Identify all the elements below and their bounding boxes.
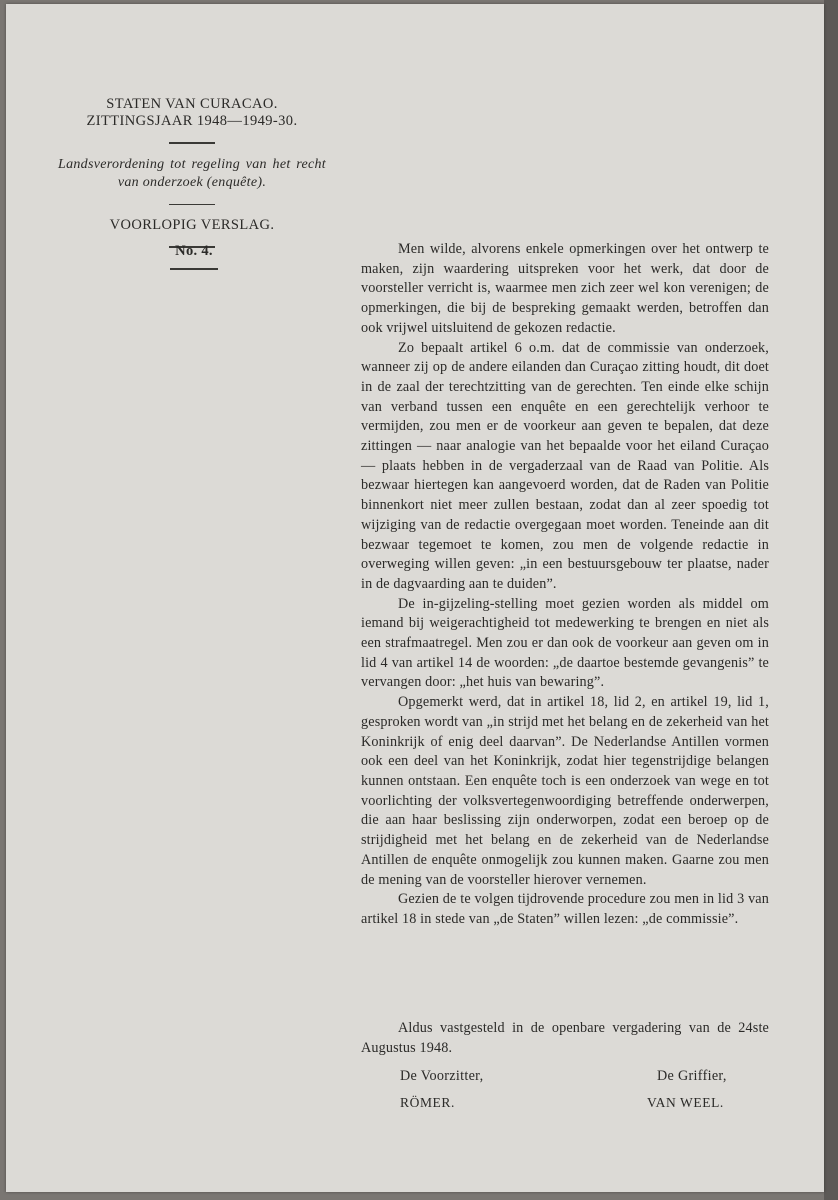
paragraph: Opgemerkt werd, dat in artikel 18, lid 2, en artikel 19, lid 1, gesproken wordt van „in strijd met het belang en de zekerheid van het Koninkrijk of enig deel daarvan”. De Nederlandse Antillen vormen ook een deel van het Koninkrijk, zodat hier tegenstrijdige belangen kunnen ontstaan. Een enquête toch is een onderzoek van wege en tot voorlichting der volksvertegenwoordiging betreffende onderwerpen, die aan haar beslissing zijn onderworpen, zodat een beroep op de strijdigheid met het belang en de zekerheid van de Nederlandse Antillen de enquête onmogelijk zou kunnen maken. Gaarne zou men de mening van de voorsteller hierover vernemen. [361,694,769,888]
report-title: VOORLOPIG VERSLAG. [109,217,275,233]
session-year: ZITTINGSJAAR 1948—1949-30. [86,113,298,129]
clerk-name: VAN WEEL. [647,1095,724,1110]
parliament-title: STATEN VAN CURACAO. [106,96,278,112]
document-number: No. 4. [175,243,213,259]
number-divider [170,268,218,270]
paragraph: Gezien de te volgen tijdrovende procedure zou men in lid 3 van artikel 18 in stede van „de Staten” willen lezen: „de commissie”. [361,891,769,927]
paragraph: Men wilde, alvorens enkele opmerkingen over het ontwerp te maken, zijn waardering uitspreken voor het werk, dat door de voorsteller verricht is, waarmee men zich zeer wel kon verenigen; de opmerkingen, die bij de bespreking gemaakt werden, betroffen dan ook vrijwel uitsluitend de gekozen redactie. [361,241,769,336]
document-header [54,96,330,248]
chair-name: RÖMER. [400,1095,455,1110]
clerk-role: De Griffier, [657,1068,727,1084]
paragraph: De in-gijzeling-stelling moet gezien worden als middel om iemand bij weigerachtigheid tot medewerking te brengen en niet als een strafmaatregel. Men zou er dan ook de voorkeur aan geven om in lid 4 van artikel 14 de woorden: „de daartoe bestemde gevangenis” te vervangen door: „het huis van bewaring”. [361,595,769,691]
subject-divider [169,204,215,206]
closing-statement: Aldus vastgesteld in de openbare vergadering van de 24ste Augustus 1948. [361,1020,769,1056]
report-body [361,240,769,930]
closing-statement-block [361,1018,769,1058]
chair-role: De Voorzitter, [400,1068,484,1084]
paragraph: Zo bepaalt artikel 6 o.m. dat de commissie van onderzoek, wanneer zij op de andere eilanden dan Curaçao zitting houdt, dit doet in de zaal der terechtzitting van de gerechten. Ten einde elke schijn van verband tussen een enquête en een gerechtelijk verhoor te vermijden, zou men er de voorkeur aan geven te bepalen, dat deze zittingen — naar analogie van het bepaalde voor het eiland Curaçao — plaats hebben in de vergaderzaal van de Raad van Politie. Als bezwaar hiertegen kan aangevoerd worden, dat de Raden van Politie binnenkort niet meer zullen bestaan, zodat dan al zeer spoedig tot wijziging van de redactie overgegaan moet worden. Teneinde aan dit bezwaar tegemoet te komen, zou men de volgende redactie in overweging willen geven: „in een bestuursgebouw ter plaatse, nader in de dagvaarding aan te duiden”. [361,339,769,592]
header-divider [169,142,215,144]
ordinance-subject: Landsverordening tot regeling van het recht van onderzoek (enquête). [58,156,326,190]
scan-edge [824,0,838,1200]
